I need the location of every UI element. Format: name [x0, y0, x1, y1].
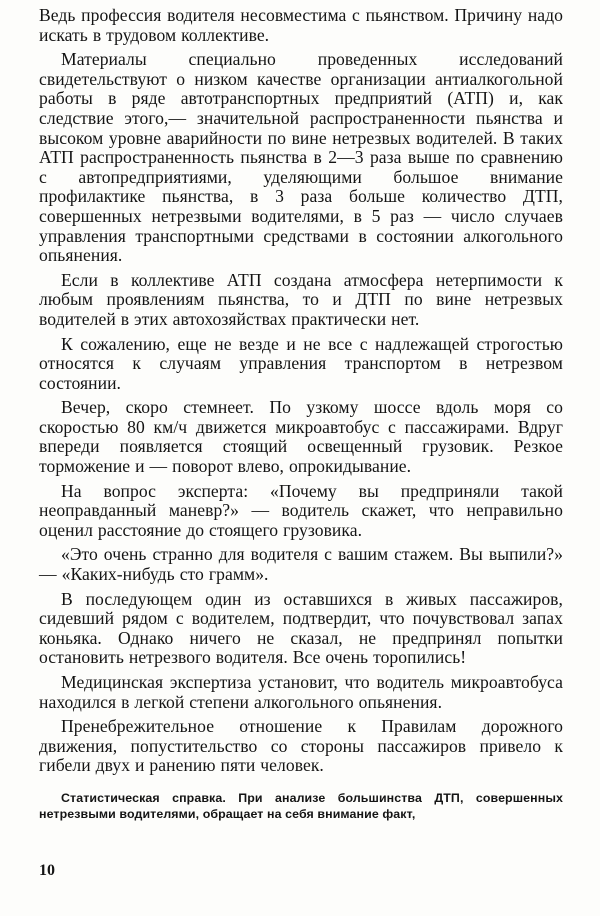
- page-text: [39, 6, 563, 823]
- paragraph: Медицинская экспертиза установит, что водитель микроавтобуса находился в легкой степени алкогольного опьянения.: [39, 672, 563, 712]
- paragraph: В последующем один из оставшихся в живых пассажиров, сидевший рядом с водителем, подтвердит, что почувствовал запах коньяка. Однако ничего не сказал, не предпринял попытки остановить нетрезвого водителя. Все очень торопились!: [39, 588, 563, 668]
- paragraph: «Это очень странно для водителя с вашим стажем. Вы выпили?» — «Каких-нибудь сто грамм».: [39, 544, 563, 585]
- page-number: 10: [39, 862, 55, 879]
- paragraph: К сожалению, еще не везде и не все с надлежащей строгостью относятся к случаям управления транспортом в нетрезвом состоянии.: [39, 333, 563, 393]
- paragraph: Материалы специально проведенных исследований свидетельствуют о низком качестве организации антиалкогольной работы в ряде автотранспортных предприятий (АТП) и, как следствие этого,— значительной распространенности пьянства и высоком уровне аварийности по вине нетрезвых водителей. В таких АТП распространенность пьянства в 2—3 раза выше по сравнению с автопредприятиями, уделяющими большое внимание профилактике пьянства, в 3 раза больше количество ДТП, совершенных нетрезвыми водителями, в 5 раз — число случаев управления транспортными средствами в состоянии алкогольного опьянения.: [39, 49, 563, 266]
- paragraph: Если в коллективе АТП создана атмосфера нетерпимости к любым проявлениям пьянства, то и ДТП по вине нетрезвых водителей в этих автохозяйствах практически нет.: [39, 269, 563, 329]
- paragraph: Вечер, скоро стемнеет. По узкому шоссе вдоль моря со скоростью 80 км/ч движется микроавтобус с пассажирами. Вдруг впереди появляется стоящий освещенный грузовик. Резкое торможение и — поворот влево, опрокидывание.: [39, 397, 563, 477]
- paragraph: Ведь профессия водителя несовместима с пьянством. Причину надо искать в трудовом коллективе.: [39, 5, 563, 45]
- paragraph: На вопрос эксперта: «Почему вы предприняли такой неоправданный маневр?» — водитель скажет, что неправильно оценил расстояние до стоящего грузовика.: [39, 480, 563, 540]
- paragraph: Пренебрежительное отношение к Правилам дорожного движения, попустительство со стороны пассажиров привело к гибели двух и ранению пяти человек.: [39, 716, 563, 776]
- statistical-note: Статистическая справка. При анализе большинства ДТП, совершенных нетрезвыми водителями, обращает на себя внимание факт,: [39, 790, 563, 822]
